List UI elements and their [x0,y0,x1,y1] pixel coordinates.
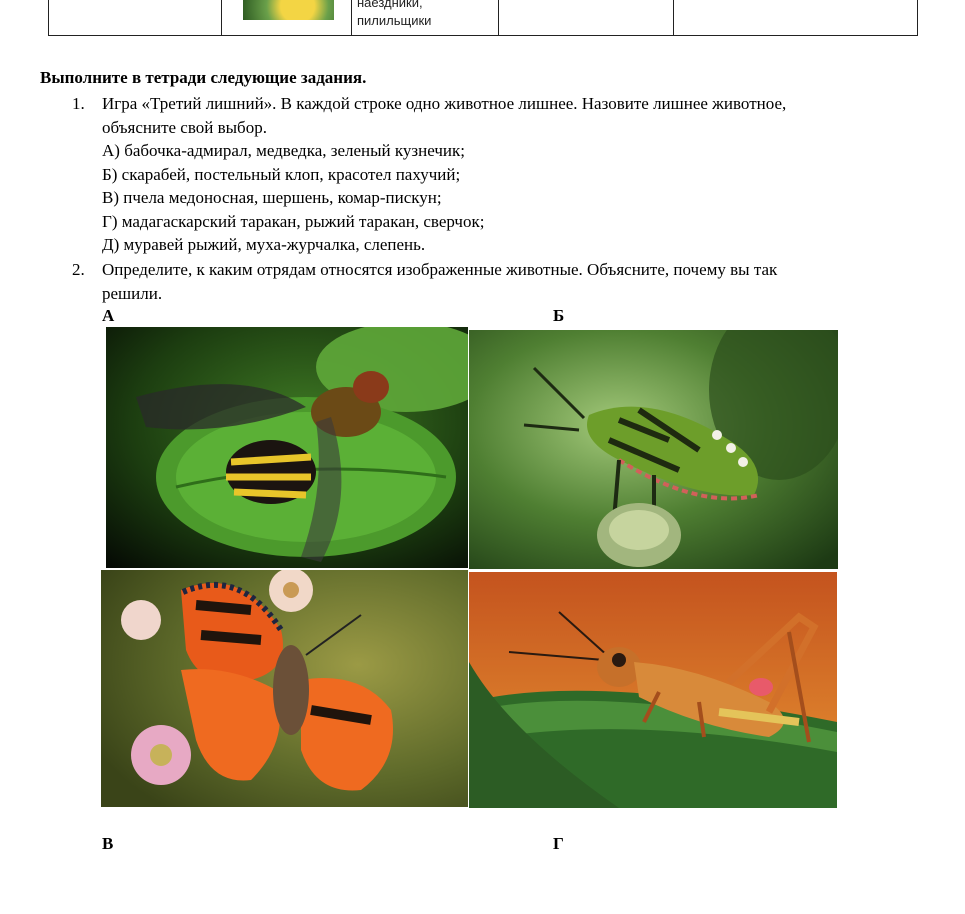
task1-text-line: объясните свой выбор. [102,118,267,137]
photo-label-b: Б [553,306,565,325]
task2-text-line: решили. [102,284,163,303]
photo-hoverfly [106,327,468,568]
table-fragment [48,0,918,36]
photo-label-a: А [102,306,115,325]
table-thumbnail-image [243,0,334,20]
table-column-divider [221,0,222,35]
task1-option: Д) муравей рыжий, муха-журчалка, слепень. [102,235,426,254]
task1-text-line: Игра «Третий лишний». В каждой строке одно животное лишнее. Назовите лишнее животное, [102,94,787,113]
section-heading: Выполните в тетради следующие задания. [40,68,367,87]
photo-grasshopper [469,572,837,808]
photo-label-g: Г [553,834,564,853]
task1-option: В) пчела медоносная, шершень, комар-пискун; [102,188,442,207]
task2-number: 2. [72,260,85,279]
task2-text-line: Определите, к каким отрядам относятся изображенные животные. Объясните, почему вы так [102,260,778,279]
photo-shield-bug [469,330,838,569]
task1-option: Б) скарабей, постельный клоп, красотел пахучий; [102,165,461,184]
table-column-divider [351,0,352,35]
task1-option: Г) мадагаскарский таракан, рыжий таракан, сверчок; [102,212,485,231]
table-column-divider [498,0,499,35]
photo-label-v: В [102,834,114,853]
table-cell-line: пилильщики [357,13,432,28]
table-cell-text [357,0,431,30]
table-column-divider [673,0,674,35]
task1-option: А) бабочка-адмирал, медведка, зеленый кузнечик; [102,141,465,160]
photo-butterfly [101,570,468,807]
task1-number: 1. [72,94,85,113]
table-cell-line: наездники, [357,0,423,10]
